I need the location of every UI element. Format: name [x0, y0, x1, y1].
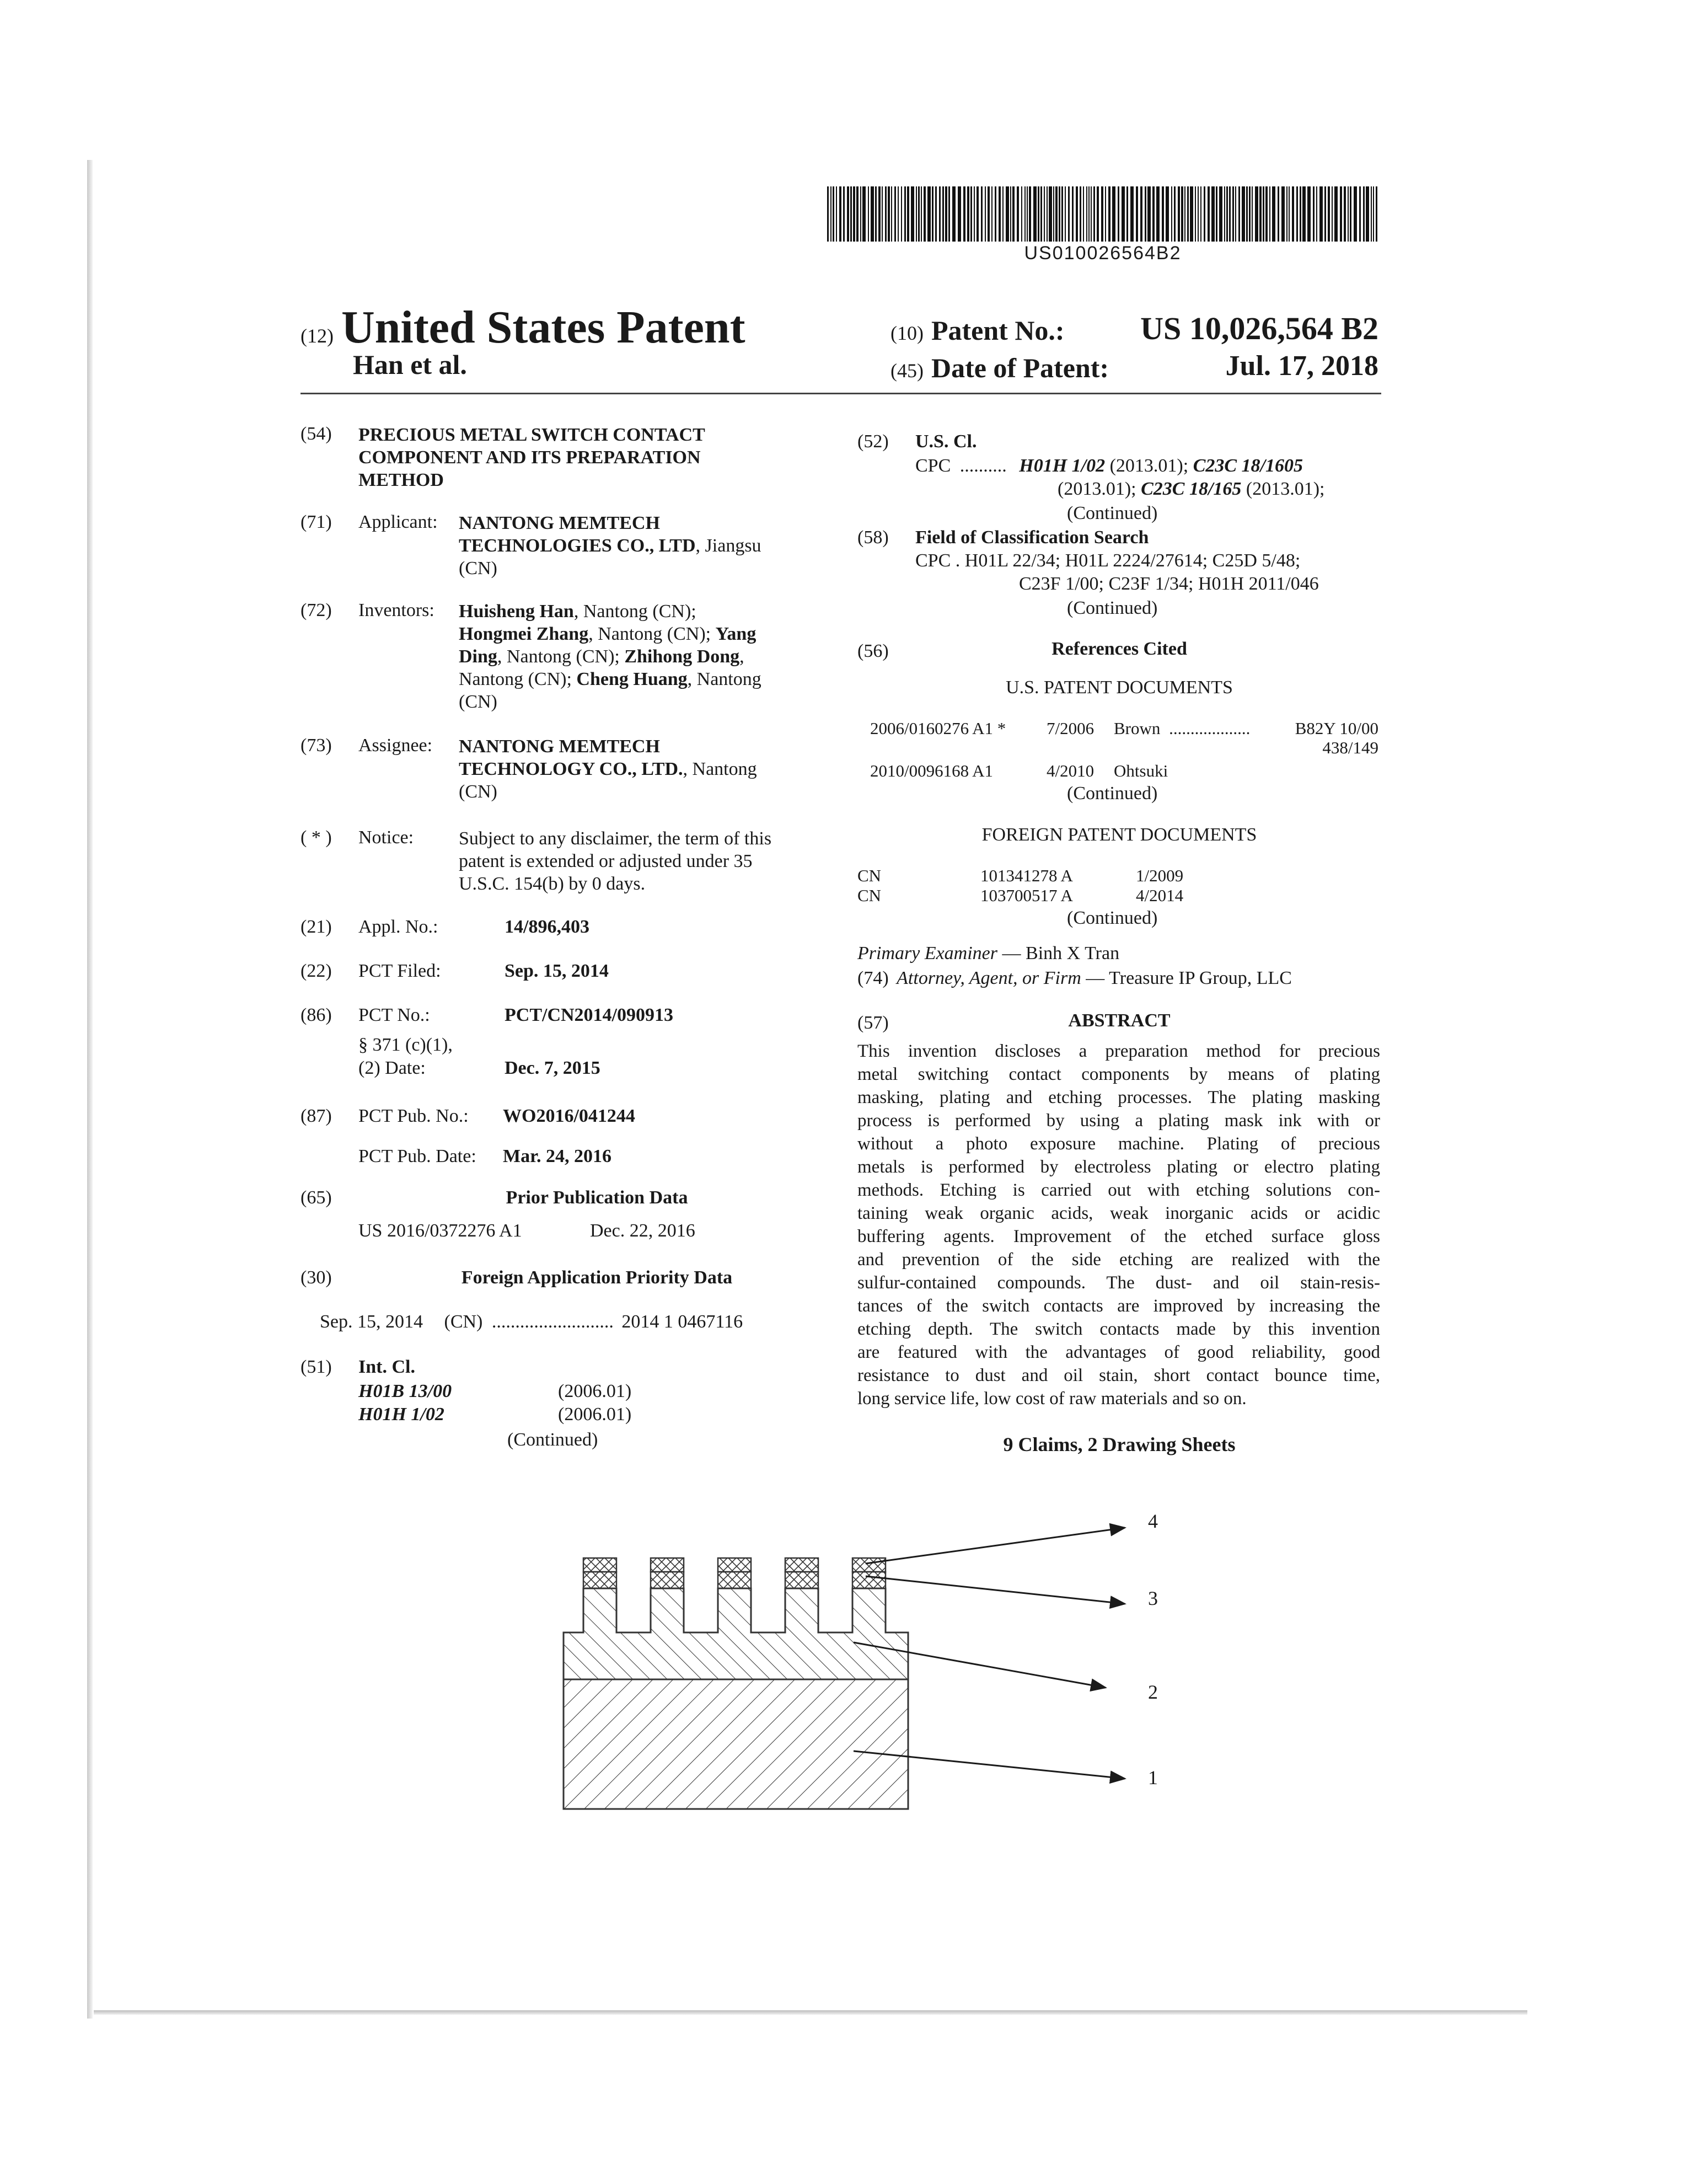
inid-30: (30) — [301, 1267, 332, 1288]
layer-3-plating — [852, 1572, 886, 1588]
primary-examiner: Primary Examiner — Binh X Tran — [857, 943, 1120, 963]
us-doc-1-class-2: 438/149 — [1322, 738, 1378, 757]
foreign-doc-1-country: CN — [857, 866, 882, 885]
foreign-doc-2-date: 4/2014 — [1136, 886, 1184, 905]
foreign-priority-row: Sep. 15, 2014 (CN) .......................... 2014 1 0467116 — [320, 1312, 743, 1332]
us-doc-1-date: 7/2006 — [1047, 719, 1095, 738]
field-of-search-label: Field of Classification Search — [915, 527, 1149, 548]
pub-date-label: PCT Pub. Date: — [358, 1146, 476, 1166]
patent-number-label: (10) Patent No.: — [890, 315, 1065, 346]
us-doc-2-number: 2010/0096168 A1 — [870, 761, 994, 780]
layer-3-plating — [718, 1572, 751, 1588]
layer-3-plating — [583, 1572, 616, 1588]
pct-no: PCT/CN2014/090913 — [505, 1005, 673, 1025]
abstract-heading: ABSTRACT — [1068, 1010, 1171, 1031]
int-cl-2: H01H 1/02 — [358, 1404, 444, 1425]
s371-label-1: § 371 (c)(1), — [358, 1035, 453, 1055]
int-cl-continued: (Continued) — [507, 1430, 598, 1450]
int-cl-2-version: (2006.01) — [558, 1404, 632, 1425]
cpc-line-2: (2013.01); C23C 18/165 (2013.01); — [1058, 479, 1325, 499]
leader-arrow-3 — [866, 1576, 1125, 1604]
s371-label-2: (2) Date: — [358, 1058, 426, 1078]
foreign-docs-continued: (Continued) — [1067, 908, 1158, 928]
inid-71: (71) — [301, 512, 332, 532]
date-of-patent-label: (45) Date of Patent: — [890, 352, 1109, 383]
inventors: Huisheng Han, Nantong (CN); Hongmei Zhang, Nantong (CN); Yang Ding, Nantong (CN); Zhihong Dong, Nantong (CN); Cheng Huang, Nantong (CN) — [459, 601, 761, 712]
inid-73: (73) — [301, 735, 332, 756]
int-cl-1: H01B 13/00 — [358, 1381, 452, 1401]
us-patent-documents-heading: U.S. PATENT DOCUMENTS — [1006, 677, 1233, 698]
leader-arrow-4 — [866, 1528, 1125, 1564]
us-doc-1-name: Brown ................... — [1114, 719, 1251, 738]
applicant: NANTONG MEMTECH TECHNOLOGIES CO., LTD, Jiangsu (CN) — [459, 513, 761, 579]
layer-4-precious-metal — [583, 1558, 616, 1572]
applicant-label: Applicant: — [358, 512, 438, 532]
pct-no-label: PCT No.: — [358, 1005, 430, 1025]
inid-56: (56) — [857, 641, 889, 661]
pct-filed-label: PCT Filed: — [358, 961, 441, 981]
abstract-text: This invention discloses a preparation method for precious metal switching contact components by means of plating masking, plating and etching processes. The plating masking process is performed by using a plating mask ink with or without a photo exposure machine. Plating of precious metals is performed by electroless plating or electro plating methods. Etching is carried out with etching solutions con- taining weak organic acids, weak inorganic acids or acidic buffering agents. Improvement of the etched surface gloss and prevention of the side etching are realized with the sulfur-contained compounds. The dust- and oil stain-resis- tances of the switch contacts are improved by increasing the etching depth. The switch contacts made by this invention are featured with the advantages of good reliability, good resistance to dust and oil stain, short contact bounce time, long service life, low cost of raw materials and so on. — [857, 1041, 1380, 1409]
us-doc-2-name: Ohtsuki — [1114, 761, 1168, 780]
pub-date: Mar. 24, 2016 — [503, 1146, 612, 1166]
reference-numeral-2: 2 — [1148, 1681, 1158, 1703]
claims-summary: 9 Claims, 2 Drawing Sheets — [1003, 1433, 1236, 1455]
appl-no-label: Appl. No.: — [358, 917, 438, 937]
layer-4-precious-metal — [785, 1558, 818, 1572]
date-of-patent: Jul. 17, 2018 — [1225, 350, 1378, 382]
inid-52: (52) — [857, 431, 889, 452]
notice-label: Notice: — [358, 827, 414, 848]
notice-text: Subject to any disclaimer, the term of this patent is extended or adjusted under 35 U.S.C. 154(b) by 0 days. — [459, 828, 772, 894]
reference-numeral-3: 3 — [1148, 1587, 1158, 1609]
inid-86: (86) — [301, 1005, 332, 1025]
pct-filed: Sep. 15, 2014 — [505, 961, 609, 981]
us-doc-2-date: 4/2010 — [1047, 761, 1095, 780]
references-cited-heading: References Cited — [1051, 639, 1187, 659]
layer-4-precious-metal — [852, 1558, 886, 1572]
us-docs-continued: (Continued) — [1067, 783, 1158, 804]
foreign-priority-heading: Foreign Application Priority Data — [461, 1267, 733, 1288]
pub-no-label: PCT Pub. No.: — [358, 1106, 469, 1126]
first-inventor-et-al: Han et al. — [353, 349, 467, 380]
foreign-patent-documents-heading: FOREIGN PATENT DOCUMENTS — [981, 825, 1257, 845]
cpc-line-1: CPC .......... H01H 1/02 (2013.01); C23C 18/1605 — [915, 456, 1303, 476]
inid-57: (57) — [857, 1013, 889, 1033]
foreign-doc-2-country: CN — [857, 886, 882, 905]
prior-publication-date: Dec. 22, 2016 — [590, 1221, 695, 1241]
inid-22: (22) — [301, 961, 332, 981]
tooth-caps — [583, 1558, 886, 1588]
attorney: (74) Attorney, Agent, or Firm — Treasure IP Group, LLC — [857, 968, 1292, 988]
s371-date: Dec. 7, 2015 — [505, 1058, 600, 1078]
inid-21: (21) — [301, 917, 332, 937]
appl-no: 14/896,403 — [505, 917, 589, 937]
inid-58: (58) — [857, 527, 889, 548]
field-of-search-continued: (Continued) — [1067, 598, 1158, 618]
us-doc-1-number: 2006/0160276 A1 * — [870, 719, 1006, 738]
inid-51: (51) — [301, 1357, 332, 1377]
inventors-label: Inventors: — [358, 600, 434, 620]
layer-2-etched-base — [564, 1588, 908, 1679]
layer-1-substrate — [564, 1679, 908, 1809]
prior-publication-heading: Prior Publication Data — [506, 1187, 688, 1208]
pub-no: WO2016/041244 — [503, 1106, 635, 1126]
inid-54: (54) — [301, 424, 332, 444]
foreign-doc-1-number: 101341278 A — [980, 866, 1073, 885]
patent-number: US 10,026,564 B2 — [1140, 311, 1378, 346]
inid-code-12: (12) — [301, 325, 334, 347]
reference-numeral-4: 4 — [1148, 1510, 1158, 1532]
us-cl-continued: (Continued) — [1067, 503, 1158, 523]
inid-65: (65) — [301, 1187, 332, 1208]
inid-notice: ( * ) — [301, 827, 332, 848]
layer-4-precious-metal — [718, 1558, 751, 1572]
inid-87: (87) — [301, 1106, 332, 1126]
field-of-search-line-2: C23F 1/00; C23F 1/34; H01H 2011/046 — [1019, 574, 1319, 594]
int-cl-1-version: (2006.01) — [558, 1381, 632, 1401]
assignee-label: Assignee: — [358, 735, 433, 756]
layer-4-precious-metal — [651, 1558, 684, 1572]
assignee: NANTONG MEMTECH TECHNOLOGY CO., LTD., Nantong (CN) — [459, 736, 757, 802]
document-type: United States Patent — [341, 302, 745, 353]
field-of-search-line-1: CPC . H01L 22/34; H01L 2224/27614; C25D 5/48; — [915, 550, 1301, 571]
prior-publication-doc: US 2016/0372276 A1 — [358, 1221, 522, 1241]
us-doc-1-class: B82Y 10/00 — [1295, 719, 1378, 738]
barcode-number: US010026564B2 — [1024, 243, 1182, 264]
inid-72: (72) — [301, 600, 332, 620]
foreign-doc-2-number: 103700517 A — [980, 886, 1073, 905]
us-cl-label: U.S. Cl. — [915, 431, 977, 452]
int-cl-label: Int. Cl. — [358, 1357, 415, 1377]
layer-3-plating — [651, 1572, 684, 1588]
invention-title: PRECIOUS METAL SWITCH CONTACT COMPONENT AND ITS PREPARATION METHOD — [358, 425, 705, 490]
layer-3-plating — [785, 1572, 818, 1588]
reference-numeral-1: 1 — [1148, 1767, 1158, 1789]
foreign-doc-1-date: 1/2009 — [1136, 866, 1184, 885]
